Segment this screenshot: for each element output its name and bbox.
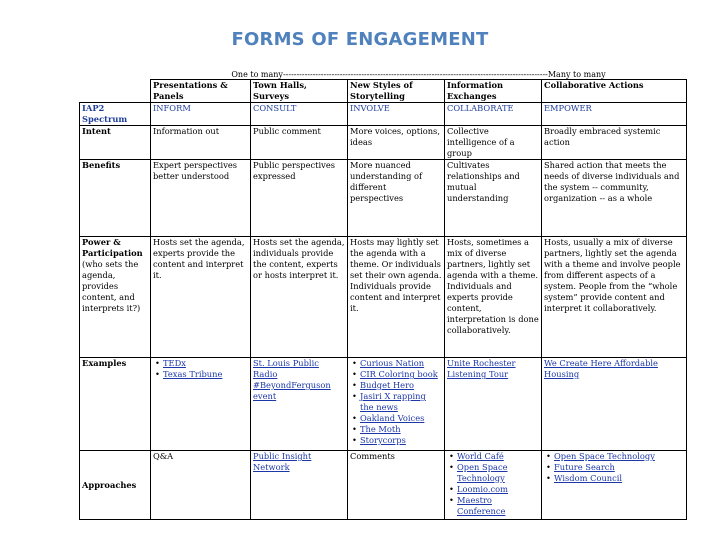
table-cell: Information out: [151, 126, 251, 160]
column-header: Collaborative Actions: [542, 80, 687, 103]
bullet-icon: •: [352, 424, 357, 434]
example-link[interactable]: Jasiri X rapping the news: [360, 391, 426, 412]
table-cell: Hosts may lightly set the agenda with a theme. Or individuals set their own agenda. Individuals provide content and interpret it.: [348, 237, 445, 358]
column-header: Town Halls, Surveys: [251, 80, 348, 103]
intent-row: [80, 126, 687, 160]
bullet-icon: •: [449, 462, 454, 472]
row-label: Benefits: [80, 160, 151, 237]
bullet-icon: •: [449, 451, 454, 461]
table-cell: Public comment: [251, 126, 348, 160]
table-cell: [542, 451, 687, 520]
bullet-icon: •: [546, 473, 551, 483]
table-cell: Q&A: [151, 451, 251, 520]
bullet-icon: •: [352, 380, 357, 390]
example-link[interactable]: Oakland Voices: [360, 413, 425, 423]
scale-row: [80, 70, 687, 80]
examples-row: [80, 358, 687, 451]
example-link[interactable]: CIR Coloring book: [360, 369, 438, 379]
bullet-icon: •: [352, 413, 357, 423]
scale-right: Many to many: [547, 70, 606, 79]
bullet-icon: •: [449, 484, 454, 494]
approach-link[interactable]: World Café: [457, 451, 504, 461]
table-cell: [251, 451, 348, 520]
table-cell: Expert perspectives better understood: [151, 160, 251, 237]
bullet-icon: •: [155, 369, 160, 379]
approach-link[interactable]: Maestro Conference: [457, 495, 506, 516]
table-cell: EMPOWER: [542, 103, 687, 126]
row-label: [80, 237, 151, 358]
example-link[interactable]: Budget Hero: [360, 380, 415, 390]
approach-link[interactable]: Wisdom Council: [554, 473, 623, 483]
example-link[interactable]: We Create Here Affordable Housing: [544, 358, 658, 379]
approach-link[interactable]: Loomio.com: [457, 484, 509, 494]
benefits-row: [80, 160, 687, 237]
row-label-note: (who sets the agenda, provides content, and interprets it?): [82, 259, 141, 313]
table-cell: [445, 358, 542, 451]
table-cell: More nuanced understanding of different perspectives: [348, 160, 445, 237]
scale-left: One to many: [231, 70, 283, 79]
row-label: IAP2 Spectrum: [80, 103, 151, 126]
page-title: FORMS OF ENGAGEMENT: [231, 29, 489, 50]
engagement-table: [79, 70, 687, 520]
power-row: [80, 237, 687, 358]
approach-link[interactable]: Open Space Technology: [457, 462, 508, 483]
one-to-many-scale: [151, 70, 687, 80]
table-cell: CONSULT: [251, 103, 348, 126]
table-cell: [542, 358, 687, 451]
table-cell: Broadly embraced systemic action: [542, 126, 687, 160]
spectrum-row: [80, 103, 687, 126]
example-link[interactable]: Texas Tribune: [163, 369, 223, 379]
row-label: Approaches: [80, 451, 151, 520]
table-cell: More voices, options, ideas: [348, 126, 445, 160]
example-link[interactable]: St. Louis Public Radio #BeyondFerguson event: [253, 358, 331, 401]
bullet-icon: •: [546, 451, 551, 461]
table-cell: INVOLVE: [348, 103, 445, 126]
example-link[interactable]: TEDx: [163, 358, 186, 368]
bullet-icon: •: [155, 358, 160, 368]
table-cell: Comments: [348, 451, 445, 520]
example-link[interactable]: Storycorps: [360, 435, 406, 445]
column-header: Information Exchanges: [445, 80, 542, 103]
example-link[interactable]: Unite Rochester Listening Tour: [447, 358, 516, 379]
example-link[interactable]: Curious Nation: [360, 358, 425, 368]
bullet-icon: •: [352, 358, 357, 368]
table-cell: Hosts, sometimes a mix of diverse partners, lightly set agenda with a theme. Individuals and experts provide content, interpretation is done collaboratively.: [445, 237, 542, 358]
table-cell: [151, 358, 251, 451]
example-link[interactable]: The Moth: [360, 424, 401, 434]
table-cell: INFORM: [151, 103, 251, 126]
table-cell: [445, 451, 542, 520]
table-cell: Hosts, usually a mix of diverse partners, lightly set the agenda with a theme and involve people from different aspects of a system. People from the “whole system” provide content and interpret it collaboratively.: [542, 237, 687, 358]
bullet-icon: •: [352, 391, 357, 401]
approach-link[interactable]: Public Insight Network: [253, 451, 312, 472]
table-cell: [251, 358, 348, 451]
row-label: Intent: [80, 126, 151, 160]
table-cell: [348, 358, 445, 451]
table-cell: Shared action that meets the needs of diverse individuals and the system -- community, organization -- as a whole: [542, 160, 687, 237]
column-header: New Styles of Storytelling: [348, 80, 445, 103]
table-cell: Hosts set the agenda, experts provide the content and interpret it.: [151, 237, 251, 358]
bullet-icon: •: [546, 462, 551, 472]
column-header: Presentations & Panels: [151, 80, 251, 103]
bullet-icon: •: [352, 435, 357, 445]
approach-link[interactable]: Open Space Technology: [554, 451, 655, 461]
header-row: [80, 80, 687, 103]
scale-dashes: --------------------------------------------------------------------------------------------------: [282, 70, 548, 79]
table-cell: Public perspectives expressed: [251, 160, 348, 237]
row-label-bold: Power & Participation: [82, 237, 143, 258]
table-cell: Cultivates relationships and mutual understanding: [445, 160, 542, 237]
row-label: Examples: [80, 358, 151, 451]
approach-link[interactable]: Future Search: [554, 462, 615, 472]
approaches-row: [80, 451, 687, 520]
bullet-icon: •: [352, 369, 357, 379]
table-cell: Hosts set the agenda, individuals provide the content, experts or hosts interpret it.: [251, 237, 348, 358]
table-cell: Collective intelligence of a group: [445, 126, 542, 160]
table-cell: COLLABORATE: [445, 103, 542, 126]
bullet-icon: •: [449, 495, 454, 505]
